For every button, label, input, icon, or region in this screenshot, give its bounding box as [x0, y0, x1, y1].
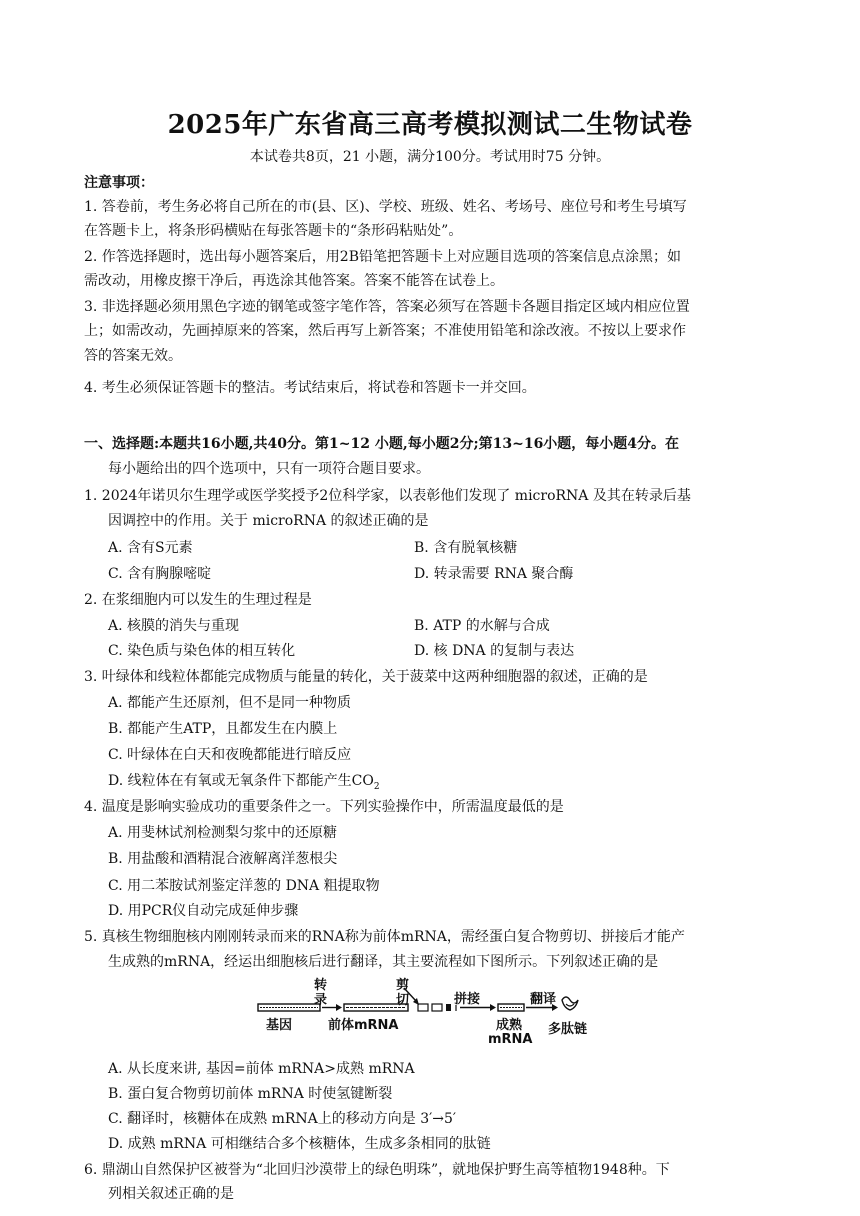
q3-option-d — [108, 770, 380, 792]
q5-stem: 生成熟的mRNA，经运出细胞核后进行翻译，其主要流程如下图所示。下列叙述正确的是 — [108, 954, 659, 970]
diagram-label-polypeptide: 多肽链 — [548, 1022, 588, 1037]
exam-subtitle: 本试卷共8页，21 小题，满分100分。考试用时75 分钟。 — [249, 149, 611, 165]
diagram-label-mature-1: 成熟 — [496, 1018, 523, 1033]
q1-option-a: A. 含有S元素 — [108, 540, 193, 556]
q3-option-a: A. 都能产生还原剂，但不是同一种物质 — [108, 695, 352, 711]
q4-option-c: C. 用二苯胺试剂鉴定洋葱的 DNA 粗提取物 — [108, 878, 380, 894]
diagram-label-transcribe-2: 录 — [314, 993, 328, 1008]
notice-line: 在答题卡上，将条形码横贴在每张答题卡的“条形码粘贴处”。 — [84, 223, 463, 239]
q4-stem: 4. 温度是影响实验成功的重要条件之一。下列实验操作中，所需温度最低的是 — [84, 799, 564, 815]
q5-option-c: C. 翻译时，核糖体在成熟 mRNA上的移动方向是 3′→5′ — [108, 1111, 457, 1127]
notice-line: 2. 作答选择题时，选出每小题答案后，用2B铅笔把答题卡上对应题目选项的答案信息点涂黑；如 — [84, 249, 682, 265]
q1-option-b: B. 含有脱氧核糖 — [414, 540, 518, 556]
section-heading: 一、选择题:本题共16小题,共40分。第1~12 小题,每小题2分;第13~16小题，每小题4分。在 — [84, 436, 680, 452]
diagram-label-translate: 翻译 — [530, 992, 557, 1007]
q3-subscript: 2 — [373, 781, 380, 792]
q4-option-a: A. 用斐林试剂检测梨匀浆中的还原糖 — [108, 825, 338, 841]
diagram-label-splice: 拼接 — [454, 992, 481, 1007]
q2-option-d: D. 核 DNA 的复制与表达 — [414, 643, 575, 659]
q5-option-b: B. 蛋白复合物剪切前体 mRNA 时使氢键断裂 — [108, 1086, 393, 1102]
q2-option-a: A. 核膜的消失与重现 — [108, 618, 240, 634]
q1-option-c: C. 含有胸腺嘧啶 — [108, 566, 212, 582]
diagram-graphics — [256, 974, 596, 1052]
section-heading-cont: 每小题给出的四个选项中，只有一项符合题目要求。 — [108, 461, 430, 477]
q6-stem: 6. 鼎湖山自然保护区被誉为“北回归沙漠带上的绿色明珠”，就地保护野生高等植物1948种。下 — [84, 1162, 670, 1178]
q2-option-b: B. ATP 的水解与合成 — [414, 618, 550, 634]
notice-line: 需改动，用橡皮擦干净后，再选涂其他答案。答案不能答在试卷上。 — [84, 273, 504, 289]
q1-option-d: D. 转录需要 RNA 聚合酶 — [414, 566, 574, 582]
q6-stem: 列相关叙述正确的是 — [108, 1186, 234, 1202]
polypeptide-icon — [562, 997, 578, 1010]
q1-stem: 因调控中的作用。关于 microRNA 的叙述正确的是 — [108, 513, 429, 529]
q5-stem: 5. 真核生物细胞核内刚刚转录而来的RNA称为前体mRNA，需经蛋白复合物剪切、拼接后才能产 — [84, 929, 685, 945]
q5-option-a: A. 从长度来讲, 基因=前体 mRNA>成熟 mRNA — [108, 1061, 415, 1077]
q3-option-b: B. 都能产生ATP，且都发生在内膜上 — [108, 721, 338, 737]
diagram-label-transcribe-1: 转 — [314, 978, 328, 993]
diagram-label-pre-mrna: 前体mRNA — [328, 1018, 399, 1033]
notice-heading: 注意事项： — [84, 175, 154, 191]
q4-option-d: D. 用PCR仪自动完成延伸步骤 — [108, 903, 299, 919]
diagram-label-gene: 基因 — [266, 1018, 293, 1033]
rna-fragments-icon — [418, 1004, 456, 1011]
q4-option-b: B. 用盐酸和酒精混合液解离洋葱根尖 — [108, 851, 338, 867]
notice-line: 答的答案无效。 — [84, 348, 182, 364]
q1-stem: 1. 2024年诺贝尔生理学或医学奖授予2位科学家，以表彰他们发现了 microRNA 及其在转录后基 — [84, 488, 691, 504]
notice-line: 4. 考生必须保证答题卡的整洁。考试结束后，将试卷和答题卡一并交回。 — [84, 380, 536, 396]
q2-option-c: C. 染色质与染色体的相互转化 — [108, 643, 296, 659]
diagram-label-mature-2: mRNA — [488, 1032, 533, 1047]
notice-line: 3. 非选择题必须用黑色字迹的钢笔或签字笔作答，答案必须写在答题卡各题目指定区域内相应位置 — [84, 299, 690, 315]
gene-bar-icon — [258, 1004, 320, 1011]
q3-stem: 3. 叶绿体和线粒体都能完成物质与能量的转化，关于菠菜中这两种细胞器的叙述，正确的是 — [84, 669, 648, 685]
diagram-label-cut-1: 剪 — [396, 978, 410, 993]
q2-stem: 2. 在浆细胞内可以发生的生理过程是 — [84, 592, 312, 608]
mature-mrna-bar-icon — [498, 1004, 524, 1011]
diagram-label-cut-2: 切 — [396, 993, 410, 1008]
q5-option-d: D. 成熟 mRNA 可相继结合多个核糖体，生成多条相同的肽链 — [108, 1136, 491, 1152]
notice-line: 1. 答卷前，考生务必将自己所在的市(县、区)、学校、班级、姓名、考场号、座位号和考生号填写 — [84, 199, 687, 215]
q3-option-d-text: D. 线粒体在有氧或无氧条件下都能产生CO — [108, 773, 374, 789]
page-title: 2025年广东省高三高考模拟测试二生物试卷 — [167, 110, 693, 140]
notice-line: 上；如需改动，先画掉原来的答案，然后再写上新答案；不准使用铅笔和涂改液。不按以上要求作 — [84, 323, 686, 339]
q3-option-c: C. 叶绿体在白天和夜晚都能进行暗反应 — [108, 747, 352, 763]
gene-expression-diagram — [256, 974, 596, 1052]
